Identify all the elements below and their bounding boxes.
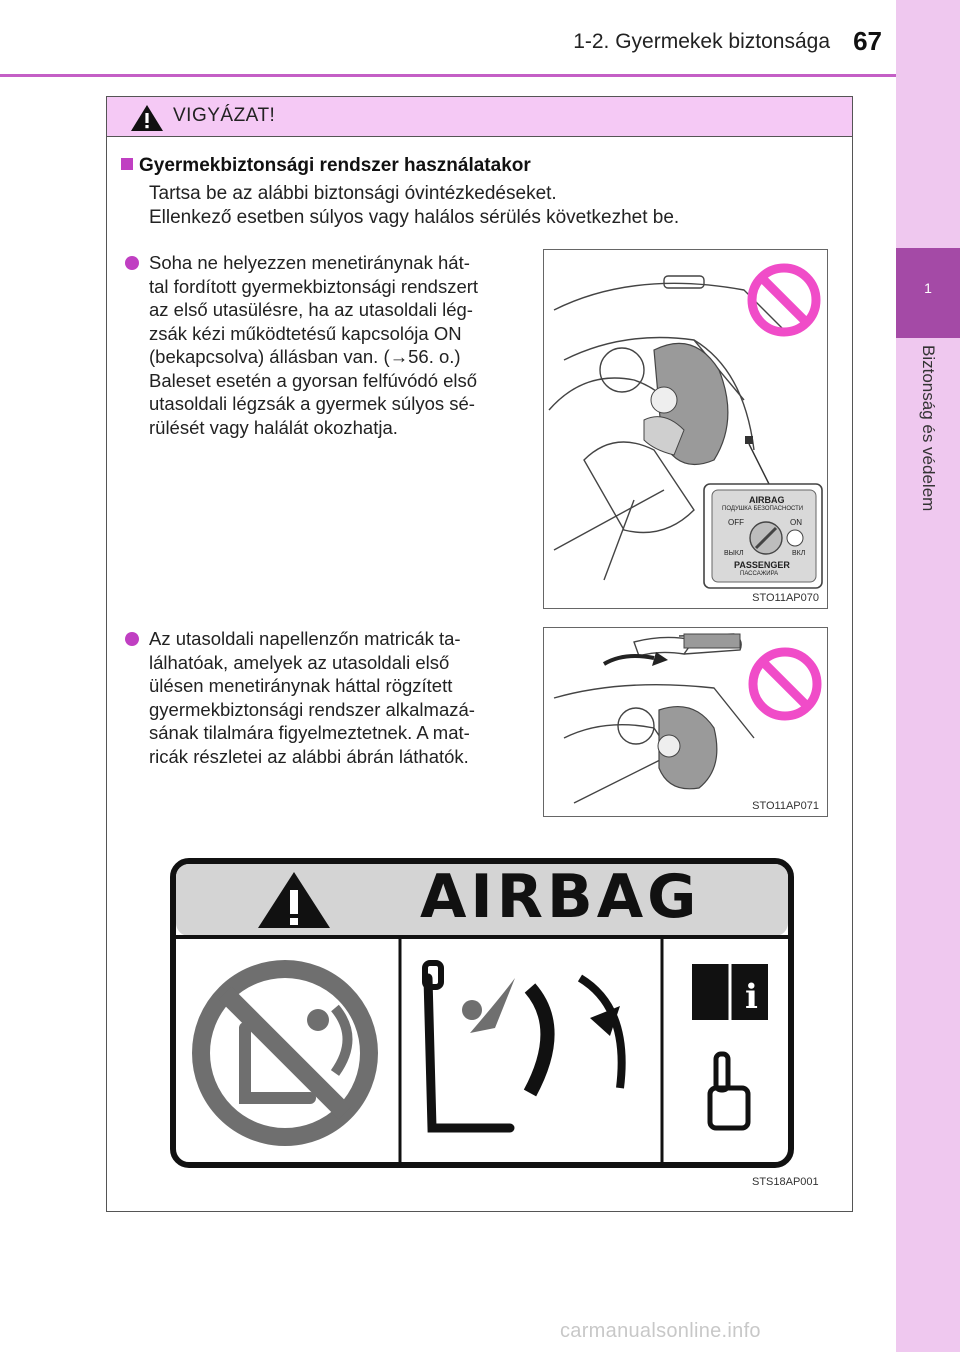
bullet-line: Soha ne helyezzen menetiránynak hát- bbox=[149, 252, 470, 273]
switch-passenger-ru-text: ПАССАЖИРА bbox=[740, 571, 779, 577]
caution-header bbox=[107, 97, 852, 137]
figure-code: STO11AP070 bbox=[752, 592, 819, 604]
header-rule bbox=[0, 74, 896, 77]
bullet-line: Az utasoldali napellenzőn matricák ta- bbox=[149, 628, 461, 649]
square-bullet-icon bbox=[121, 158, 133, 170]
round-bullet-icon bbox=[125, 632, 139, 646]
figure-sun-visor bbox=[543, 627, 828, 817]
section-heading bbox=[121, 155, 531, 177]
side-strip bbox=[896, 0, 960, 1352]
section-heading-text: Gyermekbiztonsági rendszer használatakor bbox=[139, 155, 531, 176]
bullet-line: (bekapcsolva) állásban van. (→56. o.) bbox=[149, 346, 461, 367]
bullet-line: gyermekbiztonsági rendszer alkalmazá- bbox=[149, 698, 475, 720]
switch-passenger-text: PASSENGER bbox=[734, 560, 790, 570]
switch-off-text: OFF bbox=[728, 518, 744, 527]
intro-line: Ellenkező esetben súlyos vagy halálos sérülés következhet be. bbox=[149, 207, 680, 228]
switch-airbag-text: AIRBAG bbox=[749, 495, 785, 505]
bullet-line: zsák kézi működtetésű kapcsolója ON bbox=[149, 322, 462, 344]
bullet-line: ülésen menetiránynak háttal rögzített bbox=[149, 675, 453, 696]
svg-text:i: i bbox=[745, 977, 758, 1017]
intro-line: Tartsa be az alábbi biztonsági óvintézkedéseket. bbox=[149, 183, 557, 204]
bullet-line: rülését vagy halálát okozhatja. bbox=[149, 416, 398, 438]
airbag-warning-label bbox=[170, 858, 794, 1168]
bullet-line: tal fordított gyermekbiztonsági rendszert bbox=[149, 275, 479, 297]
chapter-label bbox=[903, 345, 953, 565]
switch-off-ru-text: ВЫКЛ bbox=[724, 550, 744, 557]
bullet-item bbox=[125, 251, 525, 439]
car-interior-illustration bbox=[544, 250, 828, 609]
switch-on-ru-text: ВКЛ bbox=[792, 550, 806, 557]
round-bullet-icon bbox=[125, 256, 139, 270]
running-header: 1-2. Gyermekek biztonsága bbox=[573, 30, 830, 53]
switch-on-text: ON bbox=[790, 518, 802, 527]
chapter-label-text: Biztonság és védelem bbox=[919, 345, 938, 512]
bullet-line: lálhatóak, amelyek az utasoldali első bbox=[149, 651, 450, 673]
page-number: 67 bbox=[853, 26, 882, 56]
footer-watermark: carmanualsonline.info bbox=[560, 1320, 761, 1342]
sun-visor-illustration bbox=[544, 628, 828, 817]
chapter-number: 1 bbox=[924, 280, 932, 296]
switch-airbag-ru-text: ПОДУШКА БЕЗОПАСНОСТИ bbox=[722, 506, 804, 512]
figure-code: STS18AP001 bbox=[752, 1176, 819, 1188]
bullet-line: ricák részletei az alábbi ábrán láthatók. bbox=[149, 745, 469, 767]
bullet-line: utasoldali légzsák a gyermek súlyos sé- bbox=[149, 393, 475, 414]
bullet-line: az első utasülésre, ha az utasoldali lég- bbox=[149, 299, 473, 320]
bullet-line: sának tilalmára figyelmeztetnek. A mat- bbox=[149, 722, 470, 743]
bullet-item bbox=[125, 627, 525, 768]
warning-triangle-icon bbox=[129, 103, 165, 133]
figure-code: STO11AP071 bbox=[752, 800, 819, 812]
airbag-label-word: AIRBAG bbox=[420, 862, 701, 932]
bullet-line: Baleset esetén a gyorsan felfúvódó első bbox=[149, 369, 478, 391]
figure-car-interior-switch bbox=[543, 249, 828, 609]
caution-title: VIGYÁZAT! bbox=[173, 105, 276, 126]
